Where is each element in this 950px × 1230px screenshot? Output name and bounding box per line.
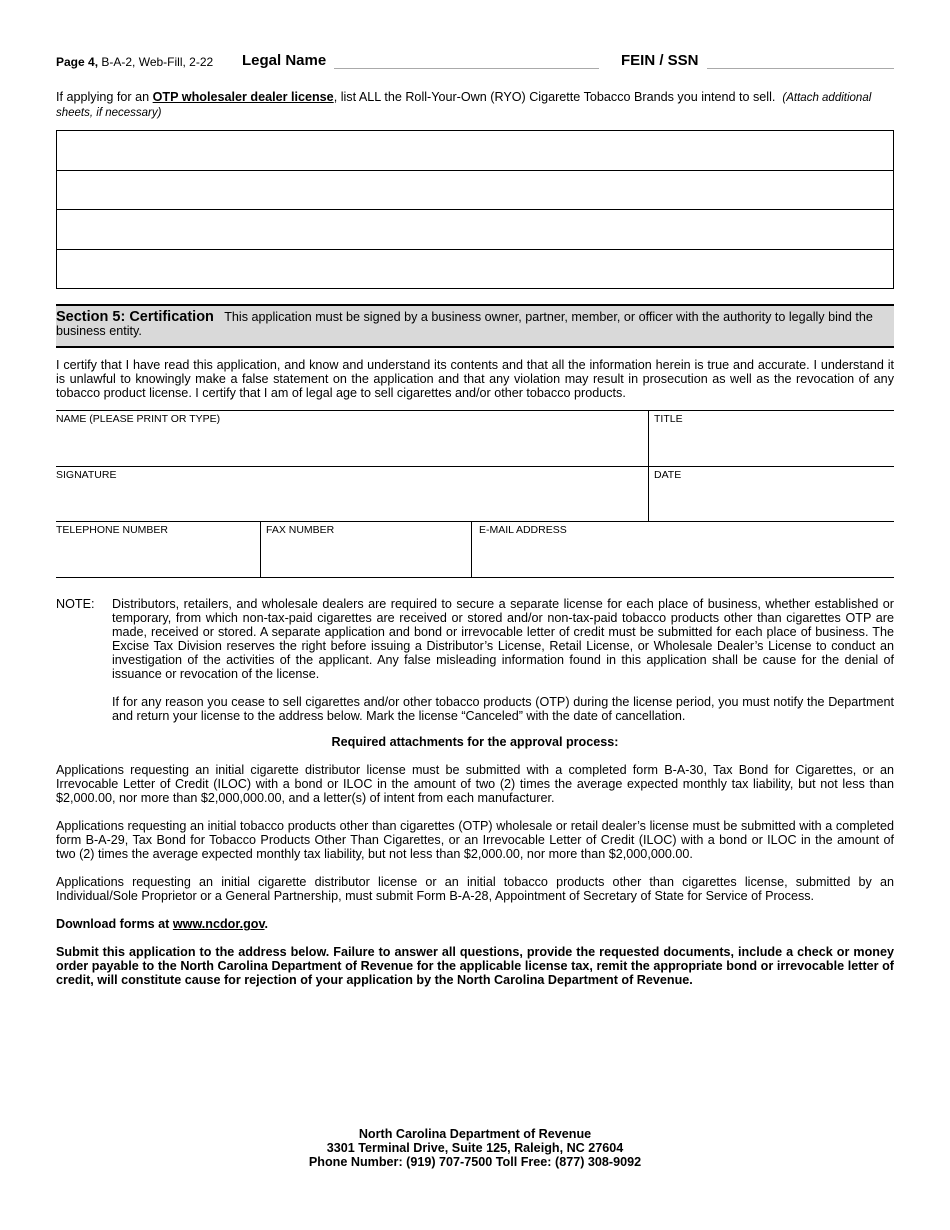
attachments-paragraph-1: Applications requesting an initial cigarette distributor license must be submitted with a completed form B-A-30, Tax Bond for Cigarettes, or an Irrevocable Letter of Credit (ILOC) with a bond or ILOC in the amount of two (2) times the average expected monthly tax liability, but not less than $2,000.00, nor more than $2,000,000.00, and a letter(s) of intent from each manufacturer.: [56, 763, 894, 805]
fax-label: FAX NUMBER: [266, 524, 335, 536]
department-street: 3301 Terminal Drive, Suite 125, Raleigh, NC 27604: [326, 1141, 624, 1155]
attach-note: (Attach additional sheets, if necessary): [56, 92, 872, 119]
telephone-field[interactable]: [56, 521, 260, 577]
email-label: E-MAIL ADDRESS: [479, 524, 567, 536]
department-address: [56, 1127, 894, 1169]
brand-row-2[interactable]: [57, 171, 893, 211]
fein-label: FEIN / SSN: [621, 52, 699, 69]
name-label: NAME (PLEASE PRINT OR TYPE): [56, 413, 221, 425]
attachments-paragraph-3: Applications requesting an initial cigarette distributor license or an initial tobacco products other than cigarettes license, submitted by an Individual/Sole Proprietor or a General Partnership, must submit Form B-A-28, Appointment of Secretary of State for Service of Process.: [56, 875, 894, 903]
attachments-heading: Required attachments for the approval process:: [331, 735, 619, 749]
note-section: [56, 597, 894, 737]
note-label: NOTE:: [56, 597, 95, 611]
signature-label: SIGNATURE: [56, 469, 117, 481]
fein-field[interactable]: [707, 68, 894, 69]
department-phone: Phone Number: (919) 707-7500 Toll Free: (877) 308-9092: [308, 1155, 642, 1169]
ncdor-link[interactable]: www.ncdor.gov: [172, 917, 265, 931]
name-field[interactable]: [56, 410, 648, 466]
legal-name-label: Legal Name: [242, 52, 327, 69]
brand-row-1[interactable]: [57, 131, 893, 171]
otp-license-term: OTP wholesaler dealer license: [152, 90, 334, 104]
page-number: Page 4, B-A-2, Web-Fill, 2-22: [56, 55, 214, 69]
page-header: [56, 52, 894, 74]
title-field[interactable]: [654, 410, 894, 466]
date-field[interactable]: [654, 466, 894, 521]
submit-instructions: Submit this application to the address below. Failure to answer all questions, provide the requested documents, include a check or money order payable to the North Carolina Department of Revenue for the applicable license tax, remit the appropriate bond or irrevocable letter of credit, will constitute cause for rejection of your application by the North Carolina Department of Revenue.: [56, 945, 894, 987]
signature-fields: [56, 410, 894, 577]
brand-row-3[interactable]: [57, 210, 893, 250]
certification-statement: I certify that I have read this application, and know and understand its contents and that all the information herein is true and accurate. I understand it is unlawful to knowingly make a false statement on the application and that any violation may result in prosecution as well as the revocation of any tobacco product license. I certify that I am of legal age to sell cigarettes and/or other tobacco products.: [56, 358, 894, 400]
note-paragraph-1: Distributors, retailers, and wholesale dealers are required to secure a separate license for each place of business, whether established or temporary, from which non-tax-paid cigarettes are received or stored and/or non-tax-paid tobacco products other than cigarettes OTP are made, received or stored. A separate application and bond or irrevocable letter of credit must be submitted for each place of business. The Excise Tax Division reserves the right before issuing a Distributor’s License, Retail License, or Wholesale Dealer’s License to conduct an investigation of the activities of the applicant. Any false misleading information found in this application shall be cause for the denial of issuance or revocation of the license.: [112, 597, 894, 681]
telephone-label: TELEPHONE NUMBER: [56, 524, 169, 536]
note-paragraph-2: If for any reason you cease to sell cigarettes and/or other tobacco products (OTP) during the license period, you must notify the Department and return your license to the address below. Mark the license “Canceled” with the date of cancellation.: [112, 695, 894, 723]
ryo-brands-table: [56, 130, 894, 289]
department-name: North Carolina Department of Revenue: [358, 1127, 592, 1141]
brand-row-4[interactable]: [57, 250, 893, 289]
section-5-title: Section 5: Certification: [56, 309, 214, 325]
section-5-header: [56, 304, 894, 348]
ryo-brands-instructions: If applying for an OTP wholesaler dealer license, list ALL the Roll-Your-Own (RYO) Cigarette Tobacco Brands you intend to sell. (Attach additional sheets, if necessary): [56, 90, 872, 119]
email-field[interactable]: [479, 521, 894, 577]
attachments-paragraph-2: Applications requesting an initial tobacco products other than cigarettes (OTP) wholesale or retail dealer’s license must be submitted with a completed form B-A-29, Tax Bond for Tobacco Products Other Than Cigarettes, or an Irrevocable Letter of Credit (ILOC) with a bond or ILOC in the amount of two (2) times the average expected monthly tax liability, but not less than $2,000.00, nor more than $2,000,000.00.: [56, 819, 894, 861]
legal-name-field[interactable]: [334, 68, 599, 69]
section-5-description: This application must be signed by a business owner, partner, member, or officer with the authority to legally bind the business entity.: [56, 310, 873, 338]
download-forms: Download forms at www.ncdor.gov.: [56, 917, 269, 931]
title-label: TITLE: [654, 413, 683, 425]
fax-field[interactable]: [266, 521, 471, 577]
required-attachments: [56, 735, 894, 1001]
date-label: DATE: [654, 469, 682, 481]
signature-field[interactable]: [56, 466, 648, 521]
